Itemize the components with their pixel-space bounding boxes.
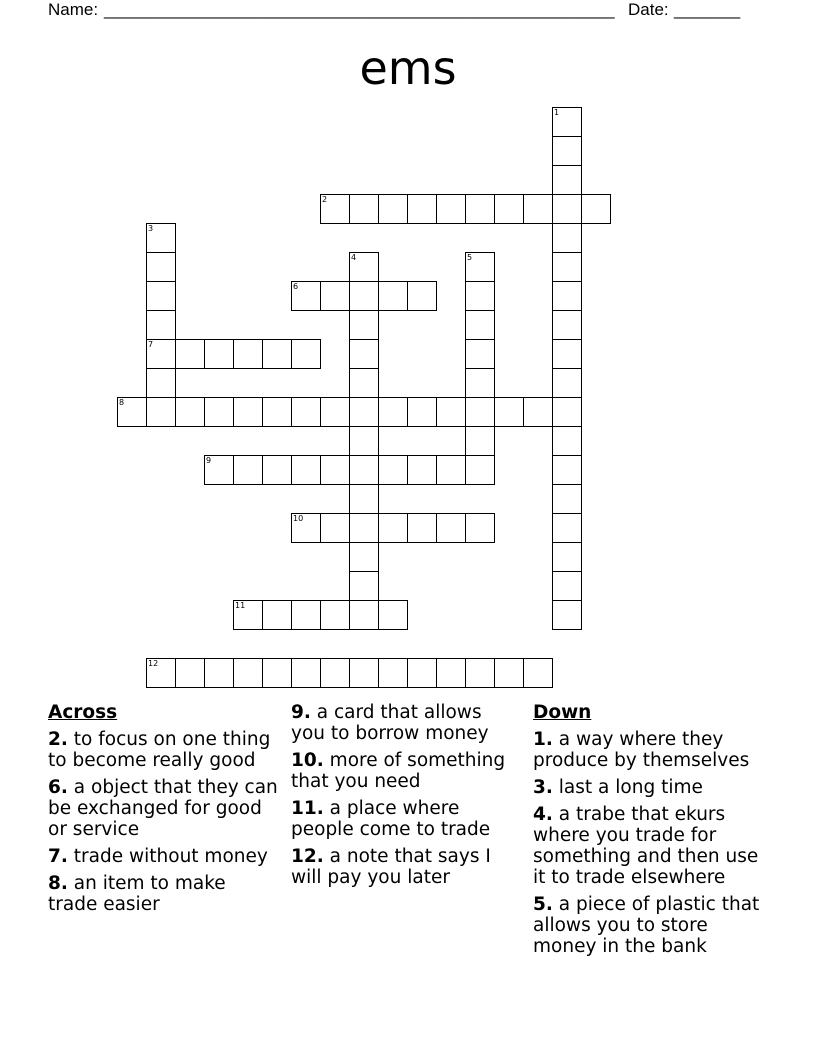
clue-number: 3. [533,777,553,798]
cell-number: 8 [119,398,125,407]
across-clues-column-2 [291,702,521,894]
grid-cell[interactable] [349,571,379,601]
grid-cell[interactable] [320,194,350,224]
cell-number: 3 [148,224,154,233]
grid-cell[interactable] [494,397,524,427]
grid-cell[interactable] [320,600,350,630]
grid-cell[interactable] [146,281,176,311]
grid-cell[interactable] [407,397,437,427]
clue-text: to focus on one thing to become really good [48,729,271,771]
clue-text: a object that they can be exchanged for good or service [48,777,278,840]
grid-cell[interactable] [262,397,292,427]
grid-cell[interactable] [233,455,263,485]
clue-number: 1. [533,729,553,750]
grid-cell[interactable] [436,513,466,543]
cell-number: 7 [148,340,154,349]
name-label: Name: [48,0,99,19]
grid-cell[interactable] [146,310,176,340]
grid-cell[interactable] [291,455,321,485]
grid-cell[interactable] [552,513,582,543]
clue-text: a piece of plastic that allows you to store money in the bank [533,894,760,957]
grid-cell[interactable] [349,281,379,311]
name-field-line[interactable]: ______________________________________________________ [104,0,615,19]
clue-text: more of something that you need [291,750,506,792]
grid-cell[interactable] [291,397,321,427]
clue-text: a card that allows you to borrow money [291,702,489,744]
clue-text: a trabe that ekurs where you trade for something and then use it to trade elsewhere [533,804,759,888]
grid-cell[interactable] [349,426,379,456]
grid-cell[interactable] [465,658,495,688]
clue-text: a place where people come to trade [291,798,491,840]
grid-cell[interactable] [465,339,495,369]
grid-cell[interactable] [378,600,408,630]
cell-number: 10 [293,514,304,523]
grid-cell[interactable] [552,281,582,311]
grid-cell[interactable] [175,339,205,369]
grid-cell[interactable] [349,513,379,543]
clue-across-8 [48,873,278,915]
grid-cell[interactable] [552,223,582,253]
grid-cell[interactable] [349,484,379,514]
puzzle-title: ems [359,41,457,95]
grid-cell[interactable] [233,339,263,369]
across-clues-column-1 [48,702,278,921]
grid-cell[interactable] [320,455,350,485]
grid-cell[interactable] [349,368,379,398]
grid-cell[interactable] [204,658,234,688]
grid-cell[interactable] [204,339,234,369]
grid-cell[interactable] [378,281,408,311]
grid-cell[interactable] [494,194,524,224]
date-field-line[interactable]: _______ [674,0,741,19]
grid-cell[interactable] [262,600,292,630]
grid-cell[interactable] [146,658,176,688]
grid-cell[interactable] [146,397,176,427]
date-label: Date: [628,0,669,19]
grid-cell[interactable] [146,252,176,282]
grid-cell[interactable] [175,397,205,427]
grid-cell[interactable] [407,658,437,688]
grid-cell[interactable] [552,194,582,224]
grid-cell[interactable] [291,600,321,630]
grid-cell[interactable] [349,339,379,369]
grid-cell[interactable] [436,397,466,427]
grid-cell[interactable] [349,194,379,224]
grid-cell[interactable] [465,194,495,224]
grid-cell[interactable] [552,484,582,514]
cell-number: 9 [206,456,212,465]
grid-cell[interactable] [581,194,611,224]
clue-across-9 [291,702,521,744]
grid-cell[interactable] [552,339,582,369]
grid-cell[interactable] [523,397,553,427]
across-heading: Across [48,702,118,723]
clue-down-4 [533,804,773,888]
grid-cell[interactable] [175,658,205,688]
grid-cell[interactable] [465,455,495,485]
grid-cell[interactable] [378,397,408,427]
clue-number: 5. [533,894,553,915]
grid-cell[interactable] [349,397,379,427]
grid-cell[interactable] [146,368,176,398]
grid-cell[interactable] [262,455,292,485]
cell-number: 6 [293,282,299,291]
grid-cell[interactable] [552,426,582,456]
grid-cell[interactable] [552,455,582,485]
grid-cell[interactable] [552,165,582,195]
grid-cell[interactable] [407,455,437,485]
grid-cell[interactable] [349,455,379,485]
grid-cell[interactable] [552,310,582,340]
grid-cell[interactable] [436,658,466,688]
grid-cell[interactable] [320,397,350,427]
grid-cell[interactable] [465,397,495,427]
grid-cell[interactable] [291,658,321,688]
clue-number: 6. [48,777,68,798]
grid-cell[interactable] [291,281,321,311]
grid-cell[interactable] [233,658,263,688]
grid-cell[interactable] [436,455,466,485]
clue-across-11 [291,798,521,840]
grid-cell[interactable] [320,513,350,543]
clue-text: a way where they produce by themselves [533,729,750,771]
clue-across-10 [291,750,521,792]
grid-cell[interactable] [465,252,495,282]
grid-cell[interactable] [407,194,437,224]
grid-cell[interactable] [378,455,408,485]
clue-across-7 [48,846,278,867]
grid-cell[interactable] [523,194,553,224]
clue-number: 7. [48,846,68,867]
clue-text: an item to make trade easier [48,873,226,915]
grid-cell[interactable] [320,281,350,311]
clue-number: 8. [48,873,68,894]
clue-down-1 [533,729,773,771]
grid-cell[interactable] [494,658,524,688]
clue-across-6 [48,777,278,840]
grid-cell[interactable] [436,194,466,224]
grid-cell[interactable] [378,513,408,543]
grid-cell[interactable] [204,455,234,485]
grid-cell[interactable] [552,600,582,630]
grid-cell[interactable] [465,281,495,311]
clue-number: 4. [533,804,553,825]
cell-number: 2 [322,195,328,204]
grid-cell[interactable] [233,600,263,630]
grid-cell[interactable] [523,658,553,688]
clue-text: trade without money [73,846,268,867]
grid-cell[interactable] [552,368,582,398]
clue-down-3 [533,777,773,798]
clue-text: last a long time [558,777,703,798]
grid-cell[interactable] [291,339,321,369]
grid-cell[interactable] [349,310,379,340]
grid-cell[interactable] [262,339,292,369]
grid-cell[interactable] [204,397,234,427]
grid-cell[interactable] [349,542,379,572]
grid-cell[interactable] [465,310,495,340]
grid-cell[interactable] [407,281,437,311]
cell-number: 11 [235,601,246,610]
down-heading: Down [533,702,592,723]
grid-cell[interactable] [465,426,495,456]
grid-cell[interactable] [407,513,437,543]
clue-number: 12. [291,846,324,867]
grid-cell[interactable] [465,368,495,398]
clue-text: a note that says I will pay you later [291,846,491,888]
cell-number: 1 [554,108,560,117]
cell-number: 5 [467,253,473,262]
grid-cell[interactable] [291,513,321,543]
clue-number: 2. [48,729,68,750]
grid-cell[interactable] [262,658,292,688]
grid-cell[interactable] [146,339,176,369]
cell-number: 4 [351,253,357,262]
grid-cell[interactable] [465,513,495,543]
grid-cell[interactable] [349,252,379,282]
grid-cell[interactable] [552,107,582,137]
grid-cell[interactable] [146,223,176,253]
clue-down-5 [533,894,773,957]
clue-number: 9. [291,702,311,723]
grid-cell[interactable] [552,397,582,427]
clue-across-12 [291,846,521,888]
down-clues-column [533,702,773,963]
grid-cell[interactable] [117,397,147,427]
grid-cell[interactable] [320,658,350,688]
grid-cell[interactable] [552,571,582,601]
grid-cell[interactable] [378,658,408,688]
clue-across-2 [48,729,278,771]
grid-cell[interactable] [552,542,582,572]
clue-number: 10. [291,750,324,771]
grid-cell[interactable] [349,600,379,630]
cell-number: 12 [148,659,159,668]
grid-cell[interactable] [233,397,263,427]
grid-cell[interactable] [349,658,379,688]
clue-number: 11. [291,798,324,819]
grid-cell[interactable] [378,194,408,224]
grid-cell[interactable] [552,252,582,282]
grid-cell[interactable] [552,136,582,166]
